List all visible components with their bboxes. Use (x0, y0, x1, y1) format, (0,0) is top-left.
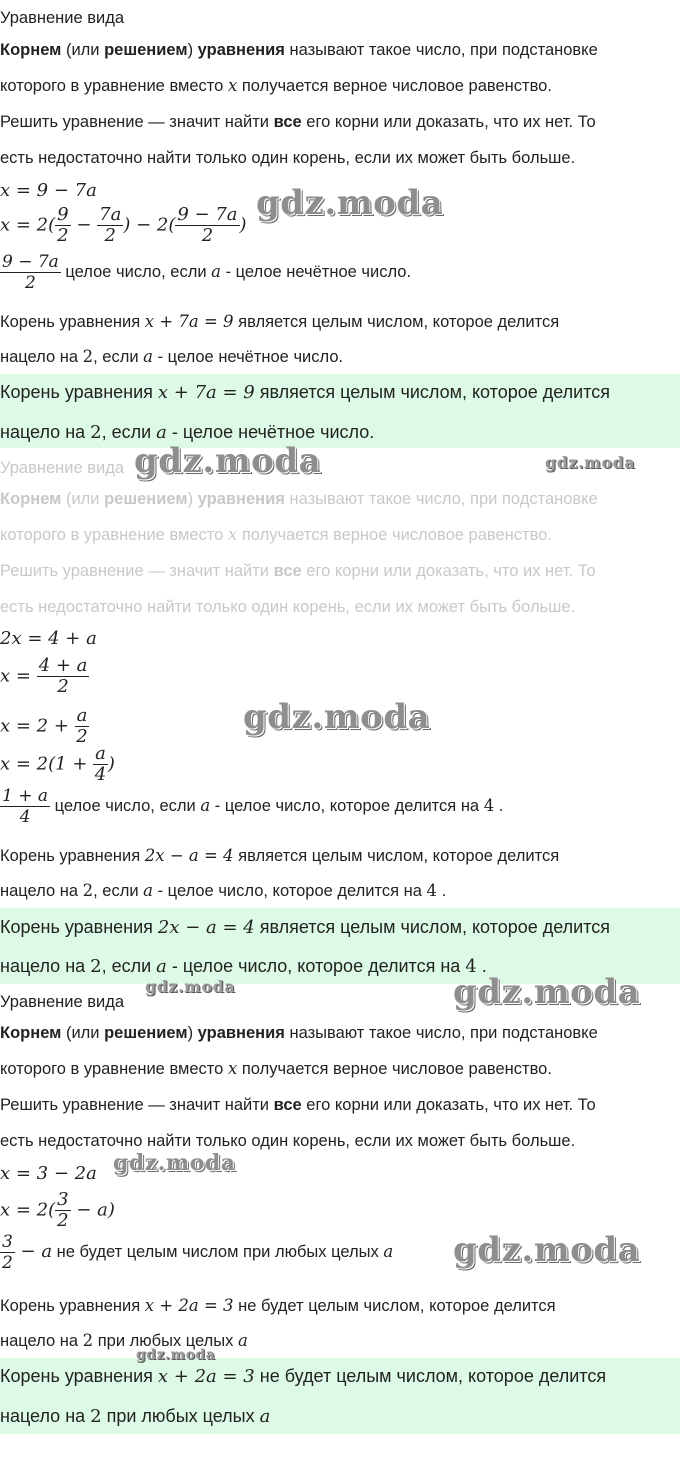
answer-text: Корень уравнения (0, 1366, 158, 1386)
def-solution-bold: решением (104, 41, 188, 59)
fraction-numerator: 4 + a (38, 655, 88, 676)
watermark-logo: gdz.moda (113, 1150, 236, 1176)
answer-text: является целым числом, которое делится (254, 917, 611, 937)
def-text: которого в уравнение вместо (0, 1060, 228, 1078)
section3-answer-line1 (0, 1365, 606, 1388)
section1-eq2 (0, 205, 247, 246)
root-text: Корень уравнения (0, 313, 145, 331)
def-equation-bold: уравнения (197, 41, 285, 59)
answer-text: - целое число, которое делится на (166, 956, 466, 976)
root-equation: 2x − a = 4 (144, 846, 234, 865)
answer-number: 2 (90, 956, 102, 977)
fraction (0, 252, 61, 293)
eq-part: − (70, 214, 98, 236)
def-text: (или (61, 490, 105, 508)
fraction-denominator: 2 (104, 225, 116, 246)
answer-number: 4 (465, 956, 477, 977)
fraction-numerator: 9 − 7a (2, 252, 59, 272)
def-text: (или (61, 41, 105, 59)
solve-all-bold: все (273, 113, 302, 131)
root-number: 2 (82, 1331, 94, 1350)
watermark-logo: gdz.moda (545, 453, 636, 472)
var-a: a (238, 1331, 248, 1350)
root-number: 2 (82, 347, 94, 366)
def-text: получается верное числовое равенство. (237, 1060, 552, 1078)
var-a: a (200, 795, 211, 815)
section3-definition-line2 (0, 1059, 552, 1079)
section2-definition-line2 (0, 525, 552, 545)
root-text: , если (93, 882, 144, 900)
fraction-denominator: 2 (201, 225, 214, 246)
solve-all-bold: все (273, 562, 302, 580)
fraction (75, 706, 90, 747)
section2-fraction-statement (0, 786, 503, 827)
root-text: Корень уравнения (0, 847, 145, 865)
root-equation: x + 2a = 3 (144, 1296, 234, 1315)
section2-eq3 (0, 706, 89, 747)
watermark-logo: gdz.moda (453, 1230, 641, 1270)
def-text: называют такое число, при подстановке (284, 41, 598, 59)
watermark-logo: gdz.moda (256, 183, 444, 223)
watermark-logo: gdz.moda (134, 441, 322, 481)
section1-definition-line2 (0, 76, 552, 96)
fraction (93, 744, 108, 785)
answer-text: нацело на (0, 422, 91, 442)
fraction-numerator: a (95, 743, 106, 764)
def-text: называют такое число, при подстановке (284, 490, 598, 508)
def-equation-bold: уравнения (197, 490, 285, 508)
statement-number: 4 (483, 795, 495, 815)
section2-eq1: 2x = 4 + a (0, 628, 97, 649)
answer-text: нацело на (0, 1406, 91, 1426)
eq-part: − a) (70, 1199, 115, 1221)
var-a: a (211, 261, 221, 281)
def-text: ) (187, 41, 198, 59)
eq-part: x = 2(1 + (0, 753, 94, 775)
section3-fraction-statement (0, 1232, 393, 1273)
fraction-numerator: 3 (57, 1189, 69, 1210)
root-text: нацело на (0, 1332, 83, 1350)
def-text: ) (187, 1024, 198, 1042)
answer-text: - целое нечётное число. (166, 422, 375, 442)
fraction (55, 1190, 70, 1231)
solve-text: его корни или доказать, что их нет. То (301, 1096, 596, 1114)
var-a: a (156, 956, 167, 977)
section3-eq2 (0, 1190, 115, 1231)
var-x: x (227, 76, 238, 95)
var-x: x (227, 525, 238, 544)
section1-eq1: x = 9 − 7a (0, 180, 97, 201)
fraction-denominator: 4 (94, 764, 107, 785)
solve-text: его корни или доказать, что их нет. То (301, 562, 596, 580)
answer-text: Корень уравнения (0, 917, 158, 937)
section2-eq4 (0, 744, 115, 785)
answer-text: является целым числом, которое делится (254, 382, 611, 402)
statement-text: . (494, 796, 504, 815)
root-text: - целое число, которое делится на (153, 882, 427, 900)
var-a: a (383, 1241, 394, 1261)
statement-text: не будет целым числом при любых целых (52, 1242, 384, 1261)
var-a: a (156, 422, 167, 443)
def-root-bold: Корнем (0, 490, 62, 508)
fraction-denominator: 2 (2, 1253, 13, 1273)
var-a: a (259, 1406, 271, 1427)
eq-part: ) (239, 214, 247, 236)
answer-equation: x + 2a = 3 (157, 1366, 255, 1387)
section1-root-line1 (0, 312, 559, 332)
statement-text: целое число, если (50, 796, 201, 815)
root-number: 2 (82, 881, 94, 900)
fraction-numerator: a (76, 705, 88, 726)
answer-text: Корень уравнения (0, 382, 158, 402)
answer-text: не будет целым числом, которое делится (254, 1366, 607, 1386)
section3-eq1: x = 3 − 2a (0, 1163, 97, 1184)
root-text: , если (93, 348, 144, 366)
answer-equation: x + 7a = 9 (157, 382, 255, 403)
fraction (97, 205, 123, 246)
root-text: не будет целым числом, которое делится (233, 1297, 556, 1315)
fraction-numerator: 9 − 7a (177, 204, 238, 225)
section3-solve-line2: есть недостаточно найти только один корень, если их может быть больше. (0, 1132, 576, 1150)
section2-solve-line1 (0, 561, 596, 581)
eq-part: x = 2( (0, 214, 56, 236)
fraction (175, 205, 239, 246)
section2-definition-line1 (0, 489, 598, 509)
root-text: нацело на (0, 348, 83, 366)
watermark-logo: gdz.moda (243, 697, 431, 737)
def-text: (или (61, 1024, 105, 1042)
section2-answer-line2 (0, 955, 487, 978)
fraction-denominator: 2 (25, 273, 36, 293)
fraction-denominator: 2 (76, 726, 88, 747)
section1-root-line2 (0, 347, 343, 367)
def-solution-bold: решением (104, 490, 188, 508)
def-solution-bold: решением (104, 1024, 188, 1042)
var-a: a (143, 347, 154, 366)
fraction (37, 656, 90, 697)
section2-root-line1 (0, 846, 559, 866)
answer-text: , если (101, 422, 157, 442)
section1-title: Уравнение вида (0, 9, 125, 27)
eq-part: ) (107, 753, 115, 775)
def-text: получается верное числовое равенство. (237, 77, 552, 95)
fraction-denominator: 4 (19, 807, 31, 827)
root-text: нацело на (0, 882, 83, 900)
fraction-numerator: 7a (99, 204, 122, 225)
statement-text: - целое число, которое делится на (210, 796, 484, 815)
section3-definition-line1 (0, 1023, 598, 1043)
statement-text: - целое нечётное число. (220, 262, 412, 281)
fraction-denominator: 2 (57, 1210, 69, 1231)
section2-answer-line1 (0, 916, 610, 939)
section1-definition-line1 (0, 40, 598, 60)
solve-text: его корни или доказать, что их нет. То (301, 113, 596, 131)
watermark-logo: gdz.moda (145, 977, 236, 996)
section2-eq2 (0, 656, 89, 697)
root-equation: x + 7a = 9 (144, 312, 234, 331)
root-text: . (437, 882, 447, 900)
root-text: Корень уравнения (0, 1297, 145, 1315)
eq-part: ) − 2( (123, 214, 176, 236)
answer-text: нацело на (0, 956, 91, 976)
root-text: является целым числом, которое делится (233, 847, 560, 865)
root-text: является целым числом, которое делится (233, 313, 560, 331)
var-a: a (143, 881, 154, 900)
fraction-denominator: 2 (57, 676, 69, 697)
answer-text: . (476, 956, 487, 976)
section2-solve-line2: есть недостаточно найти только один корень, если их может быть больше. (0, 598, 576, 616)
fraction (0, 786, 50, 827)
def-text: которого в уравнение вместо (0, 77, 228, 95)
solve-text: Решить уравнение — значит найти (0, 562, 274, 580)
def-root-bold: Корнем (0, 41, 62, 59)
watermark-logo: gdz.moda (136, 1347, 216, 1363)
section2-root-line2 (0, 881, 446, 901)
answer-text: , если (101, 956, 157, 976)
eq-part: x = (0, 665, 37, 687)
section3-answer-line2 (0, 1405, 270, 1428)
fraction-numerator: 1 + a (2, 786, 49, 806)
root-text: - целое нечётное число. (153, 348, 344, 366)
section3-title: Уравнение вида (0, 993, 125, 1011)
watermark-logo: gdz.moda (453, 972, 641, 1012)
def-equation-bold: уравнения (197, 1024, 285, 1042)
answer-text: при любых целых (101, 1406, 260, 1426)
statement-expression: − a (14, 1240, 53, 1262)
fraction-numerator: 9 (57, 204, 69, 225)
def-root-bold: Корнем (0, 1024, 62, 1042)
def-text: получается верное числовое равенство. (237, 526, 552, 544)
root-number: 4 (426, 881, 438, 900)
var-x: x (227, 1059, 238, 1078)
fraction (0, 1232, 15, 1273)
answer-equation: 2x − a = 4 (157, 917, 255, 938)
answer-number: 2 (90, 1406, 102, 1427)
section2-title: Уравнение вида (0, 459, 125, 477)
def-text: называют такое число, при подстановке (284, 1024, 598, 1042)
statement-text: целое число, если (60, 262, 212, 281)
root-text: при любых целых (93, 1332, 238, 1350)
fraction (55, 205, 70, 246)
answer-number: 2 (90, 422, 102, 443)
fraction-numerator: 3 (2, 1232, 13, 1252)
eq-part: x = 2 + (0, 715, 75, 737)
section1-solve-line2: есть недостаточно найти только один корень, если их может быть больше. (0, 149, 576, 167)
solve-all-bold: все (273, 1096, 302, 1114)
solve-text: Решить уравнение — значит найти (0, 113, 274, 131)
section1-fraction-statement (0, 252, 411, 293)
fraction-denominator: 2 (57, 225, 69, 246)
section1-answer-line1 (0, 381, 610, 404)
section3-solve-line1 (0, 1095, 596, 1115)
def-text: которого в уравнение вместо (0, 526, 228, 544)
section1-solve-line1 (0, 112, 596, 132)
def-text: ) (187, 490, 198, 508)
section3-root-line1 (0, 1296, 556, 1316)
eq-part: x = 2( (0, 1199, 56, 1221)
solve-text: Решить уравнение — значит найти (0, 1096, 274, 1114)
